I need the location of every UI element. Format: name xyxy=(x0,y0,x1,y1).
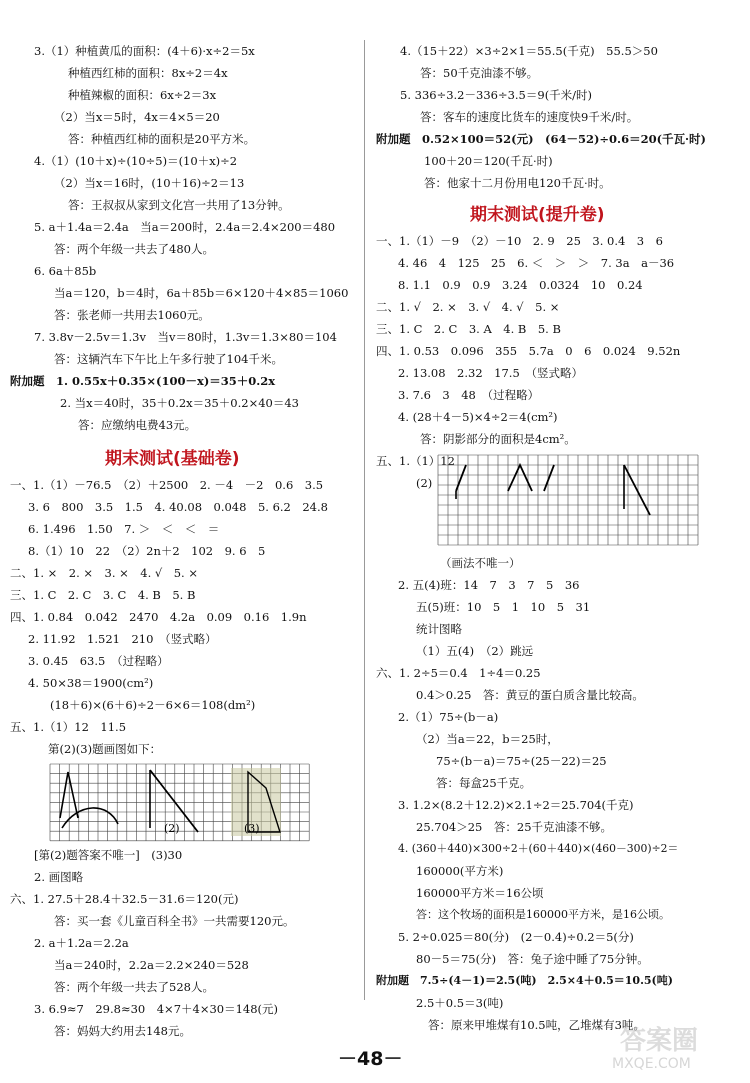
text-line: 答：张老师一共用去1060元。 xyxy=(54,308,210,322)
text-line: 答：阴影部分的面积是4cm²。 xyxy=(420,432,576,446)
text-line: (2) xyxy=(416,476,433,490)
text-line: 2. 11.92 1.521 210 （竖式略） xyxy=(28,632,217,646)
text-line: 80－5＝75(分) 答：兔子途中睡了75分钟。 xyxy=(416,952,649,966)
text-line: 3. 6.9≈7 29.8≈30 4×7＋4×30＝148(元) xyxy=(34,1002,279,1016)
text-line: 四、1. 0.84 0.042 2470 4.2a 0.09 0.16 1.9n xyxy=(10,610,307,624)
text-line: （1）五(4) （2）跳远 xyxy=(416,644,534,658)
text-line: 2. 当x＝40时，35＋0.2x＝35＋0.2×40＝43 xyxy=(60,396,299,410)
text-line: 6. 1.496 1.50 7. ＞ ＜ ＜ ＝ xyxy=(28,522,220,536)
text-line: 六、1. 2÷5＝0.4 1÷4＝0.25 xyxy=(376,666,541,680)
text-line: 4. 46 4 125 25 6. ＜ ＞ ＞ 7. 3a a－36 xyxy=(398,256,675,270)
text-line: （2）当x＝16时，(10＋16)÷2＝13 xyxy=(54,176,245,190)
text-line: 100＋20＝120(千瓦·时) xyxy=(424,154,553,168)
text-line: 答：这辆汽车下午比上午多行驶了104千米。 xyxy=(54,352,283,366)
text-line: 五、1.（1）12 xyxy=(376,454,455,468)
text-line: 一、1.（1）－76.5 （2）＋2500 2. －4 －2 0.6 3.5 xyxy=(10,478,324,492)
text-line: 当a＝120，b＝4时，6a＋85b＝6×120＋4×85＝1060 xyxy=(54,286,349,300)
text-line: 答：两个年级一共去了528人。 xyxy=(54,980,214,994)
figure-label: (3) xyxy=(244,822,260,835)
figure-label: (2) xyxy=(164,822,180,835)
text-line: 一、1.（1）－9 （2）－10 2. 9 25 3. 0.4 3 6 xyxy=(376,234,663,248)
text-line: 4. (28＋4－5)×4÷2＝4(cm²) xyxy=(398,410,558,424)
text-line: （2）当a＝22，b＝25时， xyxy=(416,732,559,746)
text-line: 统计图略 xyxy=(416,622,462,636)
grid-figure-advanced xyxy=(436,453,706,549)
text-line: 五、1.（1）12 11.5 xyxy=(10,720,127,734)
text-line: 6. 6a＋85b xyxy=(34,264,97,278)
text-line: 答：他家十二月份用电120千瓦·时。 xyxy=(424,176,611,190)
text-line: 附加题 0.52×100＝52(元) (64－52)÷0.6＝20(千瓦·时) xyxy=(376,132,706,146)
text-line: 三、1. C 2. C 3. C 4. B 5. B xyxy=(10,588,196,602)
text-line: 8.（1）10 22 （2）2n＋2 102 9. 6 5 xyxy=(28,544,266,558)
text-line: 第(2)(3)题画图如下： xyxy=(48,742,162,756)
text-line: 六、1. 27.5＋28.4＋32.5－31.6＝120(元) xyxy=(10,892,239,906)
text-line: 2. 五(4)班：14 7 3 7 5 36 xyxy=(398,578,580,592)
text-line: 答：买一套《儿童百科全书》一共需要120元。 xyxy=(54,914,295,928)
text-line: 160000平方米＝16公顷 xyxy=(416,886,544,900)
text-line: 7. 3.8v－2.5v＝1.3v 当v＝80时，1.3v＝1.3×80＝104 xyxy=(34,330,337,344)
text-line: 五(5)班：10 5 1 10 5 31 xyxy=(416,600,591,614)
text-line: 2. 13.08 2.32 17.5 （竖式略） xyxy=(398,366,584,380)
text-line: 种植辣椒的面积：6x÷2＝3x xyxy=(68,88,217,102)
text-line: 四、1. 0.53 0.096 355 5.7a 0 6 0.024 9.52n xyxy=(376,344,681,358)
text-line: 2. 画图略 xyxy=(34,870,84,884)
section-heading-advanced: 期末测试(提升卷) xyxy=(470,205,605,225)
text-line: 5. 336÷3.2－336÷3.5＝9(千米/时) xyxy=(400,88,593,102)
section-heading-basic: 期末测试(基础卷) xyxy=(105,449,240,469)
text-line: 160000(平方米) xyxy=(416,864,504,878)
text-line: 5. 2÷0.025＝80(分) (2－0.4)÷0.2＝5(分) xyxy=(398,930,634,944)
text-line: 答：50千克油漆不够。 xyxy=(420,66,539,80)
text-line: 答：这个牧场的面积是160000平方米，是16公顷。 xyxy=(416,908,670,921)
page-number: －48－ xyxy=(338,1048,403,1070)
text-line: 附加题 1. 0.55x＋0.35×(100－x)＝35＋0.2x xyxy=(10,374,276,388)
text-line: 答：两个年级一共去了480人。 xyxy=(54,242,214,256)
text-line: 3. 7.6 3 48 （过程略） xyxy=(398,388,540,402)
text-line: 4.（1）(10＋x)÷(10÷5)＝(10＋x)÷2 xyxy=(34,154,238,168)
text-line: 3. 0.45 63.5 （过程略） xyxy=(28,654,169,668)
text-line: 2. a＋1.2a＝2.2a xyxy=(34,936,129,950)
text-line: 0.4＞0.25 答：黄豆的蛋白质含量比较高。 xyxy=(416,688,644,702)
drawn-shape xyxy=(456,465,466,491)
text-line: 25.704＞25 答：25千克油漆不够。 xyxy=(416,820,613,834)
text-line: 答：客车的速度比货车的速度快9千米/时。 xyxy=(420,110,639,124)
text-line: (18＋6)×(6＋6)÷2－6×6＝108(dm²) xyxy=(50,698,256,712)
text-line: 4. (360＋440)×300÷2＋(60＋440)×(460－300)÷2＝ xyxy=(398,842,679,855)
text-line: 二、1. × 2. × 3. × 4. √ 5. × xyxy=(10,566,199,580)
text-line: 答：妈妈大约用去148元。 xyxy=(54,1024,191,1038)
text-line: （2）当x＝5时，4x＝4×5＝20 xyxy=(54,110,220,124)
text-line: 三、1. C 2. C 3. A 4. B 5. B xyxy=(376,322,561,336)
text-line: 答：种植西红柿的面积是20平方米。 xyxy=(68,132,256,146)
column-divider xyxy=(364,40,365,1000)
grid-figure-basic xyxy=(48,762,323,844)
text-line: 8. 1.1 0.9 0.9 3.24 0.0324 10 0.24 xyxy=(398,278,643,292)
text-line: 4.（15＋22）×3÷2×1＝55.5(千克) 55.5＞50 xyxy=(400,44,658,58)
text-line: 4. 50×38＝1900(cm²) xyxy=(28,676,154,690)
text-line: 3.（1）种植黄瓜的面积：(4＋6)·x÷2＝5x xyxy=(34,44,255,58)
text-line: [第(2)题答案不唯一] (3)30 xyxy=(34,848,183,862)
text-line: 种植西红柿的面积：8x÷2＝4x xyxy=(68,66,228,80)
text-line: 3. 6 800 3.5 1.5 4. 40.08 0.048 5. 6.2 24.8 xyxy=(28,500,328,514)
text-line: 答：应缴纳电费43元。 xyxy=(78,418,197,432)
text-line: 附加题 7.5÷(4－1)＝2.5(吨) 2.5×4＋0.5＝10.5(吨) xyxy=(376,974,673,987)
watermark-logo: 答案圈 xyxy=(620,1026,699,1056)
drawn-shape xyxy=(508,465,532,491)
text-line: 答：王叔叔从家到文化宫一共用了13分钟。 xyxy=(68,198,290,212)
text-line: 答：每盒25千克。 xyxy=(436,776,532,790)
text-line: （画法不唯一） xyxy=(440,556,521,570)
watermark-url: MXQE.COM xyxy=(612,1056,691,1072)
text-line: 3. 1.2×(8.2＋12.2)×2.1÷2＝25.704(千克) xyxy=(398,798,634,812)
text-line: 答：原来甲堆煤有10.5吨，乙堆煤有3吨。 xyxy=(428,1018,645,1032)
text-line: 当a＝240时，2.2a＝2.2×240＝528 xyxy=(54,958,249,972)
text-line: 二、1. √ 2. × 3. √ 4. √ 5. × xyxy=(376,300,560,314)
text-line: 2.（1）75÷(b－a) xyxy=(398,710,499,724)
drawn-shape xyxy=(544,465,554,491)
text-line: 2.5＋0.5＝3(吨) xyxy=(416,996,504,1010)
text-line: 5. a＋1.4a＝2.4a 当a＝200时，2.4a＝2.4×200＝480 xyxy=(34,220,336,234)
drawn-shape xyxy=(62,808,118,828)
text-line: 75÷(b－a)＝75÷(25－22)＝25 xyxy=(436,754,607,768)
